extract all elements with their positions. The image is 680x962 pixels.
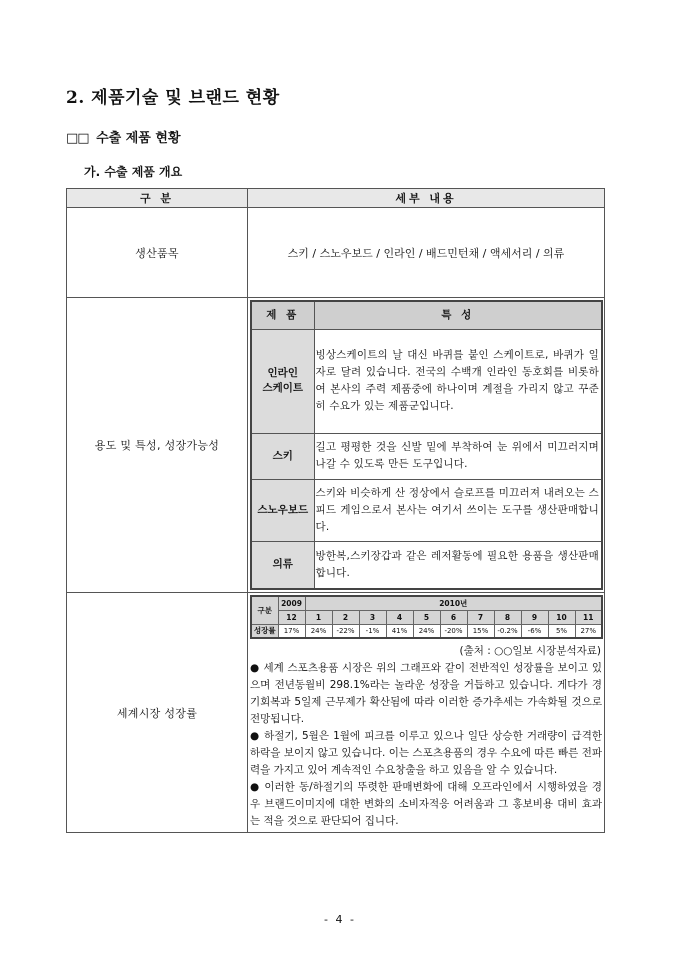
growth-month-cell: 10 [548,610,575,624]
growth-month-cell: 11 [575,610,602,624]
growth-text [250,660,603,830]
features-table [250,300,603,590]
subsection-title [66,127,181,146]
section-title: 2. 제품기술 및 브랜드 현황 [66,88,280,108]
feature-product-name: 스노우보드 [251,479,314,541]
growth-month-cell: 3 [359,610,386,624]
products-value: 스키 / 스노우보드 / 인라인 / 배드민턴채 / 액세서리 / 의류 [248,208,605,298]
usage-content [248,298,605,593]
feature-description: 방한복,스키장갑과 같은 레저활동에 필요한 용품을 생산판매합니다. [314,541,602,589]
growth-month-cell: 8 [494,610,521,624]
subsubsection-title: 가. 수출 제품 개요 [84,165,183,179]
features-row [251,541,602,589]
feature-product-name: 의류 [251,541,314,589]
page-number: - 4 - [324,913,356,926]
table-row-products [67,208,605,298]
feature-product-name: 스키 [251,433,314,479]
features-header-row [251,301,602,329]
usage-label: 용도 및 특성, 성장가능성 [67,298,248,593]
features-row [251,479,602,541]
growth-value-cell: 41% [386,624,413,638]
growth-month-cell: 12 [278,610,305,624]
growth-value-cell: -20% [440,624,467,638]
growth-rate-table [250,595,603,639]
table-row-usage [67,298,605,593]
growth-month-cell: 4 [386,610,413,624]
growth-paragraph: ● 이러한 동/하절기의 뚜렷한 판매변화에 대해 오프라인에서 시행하였을 경우 브랜드이미지에 대한 변화의 소비자적응 어려움과 그 홍보비용 대비 효과는 적을 것으로 판단되어 집니다. [250,781,602,827]
growth-value-cell: -6% [521,624,548,638]
growth-paragraph: ● 하절기, 5월은 1월에 피크를 이루고 있으나 일단 상승한 거래량이 급격한 하락을 보이지 않고 있습니다. 이는 스포츠용품의 경우 수요에 따른 빠른 전파력을 가지고 있어 계속적인 수요창출을 하고 있음을 알 수 있습니다. [250,730,602,776]
export-products-table [66,188,605,833]
growth-value-cell: -22% [332,624,359,638]
growth-value-cell: 15% [467,624,494,638]
growth-corner-label: 구분 [251,596,278,624]
subsection-title-text: 수출 제품 현황 [96,131,181,146]
growth-month-cell: 6 [440,610,467,624]
feature-description: 스키와 비슷하게 산 정상에서 슬로프를 미끄러져 내려오는 스피드 게임으로서 본사는 여기서 쓰이는 도구를 생산판매합니다. [314,479,602,541]
features-header-product: 제 품 [251,301,314,329]
checkbox-marks: □□ [66,131,89,146]
growth-value-cell: -0.2% [494,624,521,638]
growth-row-label: 성장률 [251,624,278,638]
growth-year-row [251,596,602,610]
growth-value-cell: 24% [305,624,332,638]
products-label: 생산품목 [67,208,248,298]
growth-month-cell: 5 [413,610,440,624]
growth-year-2009: 2009 [278,596,305,610]
growth-paragraph: ● 세계 스포츠용품 시장은 위의 그래프와 같이 전반적인 성장률을 보이고 있으며 전년동월비 298.1%라는 놀라운 성장을 거듭하고 있습니다. 게다가 경기회복과 5일제 근무제가 확산됨에 따라 이러한 증가추세는 가속화될 것으로 전망됩니다. [250,662,602,725]
features-header-feature: 특 성 [314,301,602,329]
growth-year-2010: 2010년 [305,596,602,610]
feature-product-name: 인라인 스케이트 [251,329,314,433]
col-header-category: 구 분 [67,189,248,208]
growth-value-row [251,624,602,638]
growth-month-row [251,610,602,624]
growth-month-cell: 7 [467,610,494,624]
growth-month-cell: 1 [305,610,332,624]
growth-label: 세계시장 성장률 [67,593,248,833]
features-row [251,329,602,433]
table-header-row [67,189,605,208]
growth-source: (출처 : ○○일보 시장분석자료) [459,645,601,657]
feature-description: 빙상스케이트의 날 대신 바퀴를 붙인 스케이트로, 바퀴가 일자로 달려 있습니다. 전국의 수백개 인라인 동호회를 비롯하여 본사의 주력 제품중에 하나이며 계절을 가리지 않고 꾸준히 수요가 있는 제품군입니다. [314,329,602,433]
growth-value-cell: -1% [359,624,386,638]
col-header-details: 세부 내용 [248,189,605,208]
growth-month-cell: 2 [332,610,359,624]
growth-month-cell: 9 [521,610,548,624]
growth-value-cell: 5% [548,624,575,638]
features-row [251,433,602,479]
growth-value-cell: 24% [413,624,440,638]
growth-value-cell: 17% [278,624,305,638]
growth-content [248,593,605,833]
table-row-growth [67,593,605,833]
feature-description: 길고 평평한 것을 신발 밑에 부착하여 눈 위에서 미끄러지며 나갈 수 있도록 만든 도구입니다. [314,433,602,479]
growth-value-cell: 27% [575,624,602,638]
